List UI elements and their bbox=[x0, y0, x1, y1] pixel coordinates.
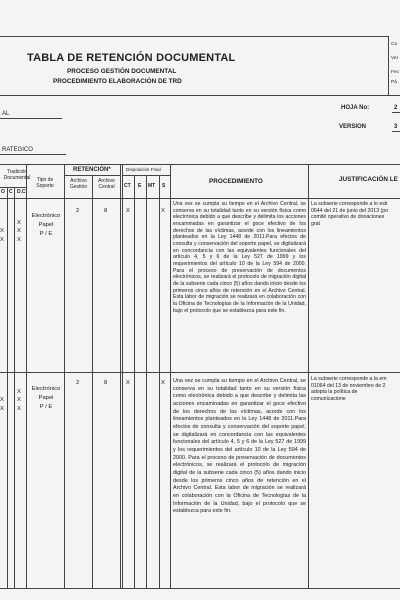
row1-mt: X bbox=[161, 208, 165, 214]
row2-mark-o-2: X bbox=[0, 406, 4, 412]
right-label-code: Co bbox=[391, 42, 398, 47]
right-label-page: Pá bbox=[391, 80, 397, 85]
header-tradicion: Tradición Documental bbox=[3, 169, 31, 181]
header-mt: MT bbox=[148, 183, 156, 189]
row2-mark-dc-1: X bbox=[17, 389, 21, 395]
header-archivo-gestion: Archivo Gestión bbox=[69, 178, 88, 190]
version-label: VERSION bbox=[339, 124, 367, 130]
right-label-date: Fec bbox=[391, 70, 399, 75]
row2-ct: X bbox=[126, 380, 130, 386]
header-retencion: RETENCIÓN* bbox=[73, 167, 111, 173]
row2-gestion: 2 bbox=[76, 380, 80, 386]
header-tradicion-o: O bbox=[1, 189, 5, 195]
document-title: TABLA DE RETENCIÓN DOCUMENTAL bbox=[27, 52, 236, 64]
row1-mark-o-2: X bbox=[0, 237, 4, 243]
row1-gestion: 2 bbox=[76, 208, 80, 214]
row1-soporte-1: Electrónico bbox=[31, 213, 61, 219]
header-tradicion-c: C bbox=[9, 189, 13, 195]
row2-central: 8 bbox=[104, 380, 108, 386]
right-label-version: Ver bbox=[391, 56, 399, 61]
row2-mark-o-1: X bbox=[0, 397, 4, 403]
row1-mark-dc-3: X bbox=[17, 237, 21, 243]
area-fragment: RATEGICO bbox=[2, 147, 33, 153]
header-disposicion: Disposición Final bbox=[126, 167, 161, 172]
header-justificacion: JUSTIFICACIÓN LE bbox=[339, 176, 398, 183]
version-value: 3 bbox=[394, 124, 398, 130]
procedure-subtitle: PROCEDIMIENTO ELABORACIÓN DE TRD bbox=[53, 78, 182, 85]
header-archivo-central: Archivo Central bbox=[98, 178, 115, 190]
row1-central: 8 bbox=[104, 208, 108, 214]
header-s: S bbox=[162, 183, 166, 189]
row1-justificacion: La subserie corresponde a lo esti 0644 del 21 de junio del 2013 (po comité operativo de donaciones grat bbox=[311, 201, 389, 227]
row2-mt: X bbox=[161, 380, 165, 386]
row1-mark-o-1: X bbox=[0, 228, 4, 234]
header-tipo-soporte: Tipo de Soporte bbox=[36, 177, 54, 189]
header-e: E bbox=[138, 183, 142, 189]
header-tradicion-dc: D.C bbox=[17, 189, 26, 195]
row1-mark-dc-1: X bbox=[17, 220, 21, 226]
hoja-label: HOJA No: bbox=[341, 105, 370, 111]
header-procedimiento: PROCEDIMIENTO bbox=[209, 178, 263, 185]
process-subtitle: PROCESO GESTIÓN DOCUMENTAL bbox=[67, 68, 177, 75]
row2-soporte-3: P / E bbox=[39, 404, 53, 410]
row1-soporte-2: Papel bbox=[38, 222, 54, 228]
row2-soporte-1: Electrónico bbox=[31, 386, 61, 392]
hoja-value: 2 bbox=[394, 105, 398, 111]
row1-ct: X bbox=[126, 208, 130, 214]
row2-soporte-2: Papel bbox=[38, 395, 54, 401]
row1-soporte-3: P / E bbox=[39, 231, 53, 237]
row2-mark-dc-2: X bbox=[17, 397, 21, 403]
row1-mark-dc-2: X bbox=[17, 228, 21, 234]
row1-procedimiento: Una vez se cumpla su tiempo en el Archivo Central, se conserva en su totalidad tanto en su versión física como electrónica debido a que describe y delimita los acciones encaminadas en garantizar el goce efectivo de los derechos de las víctimas, acorde con los lineamientos planteados en la Ley 1448 de 2011.Para efectos de consulta y conservación del soporte papel, se digitalizará en concordancia con las equivalentes funcionales del artículo 4, 5 y 6 de la Ley 527 de 1999 y los requerimientos del artículo 10 de la Ley 594 de 2000. Para el proceso de preservación de documentos electrónicos, se realizará el protocolo de migración digital de la subserie cada cinco (5) años dando inicio desde los primeros cinco años de retención en el Archivo Central. Esta labor de migración se realizará en colaboración con la Oficina de Tecnologías de la Información de la Unidad, bajo el protocolo que se establezca para este fin. bbox=[173, 201, 306, 314]
row2-procedimiento: Una vez se cumpla su tiempo en el Archivo Central, se conserva en su totalidad tanto en su versión física como electrónica debido a que describe y delimita las acciones encaminadas en garantizar el goce efectivo de los derechos de las víctimas, acorde con los lineamientos planteados en la Ley 1448 de 2011.Para efectos de consulta y conservación del soporte papel, se digitalizará en concordancia con las equivalentes funcionales del artículo 4, 5 y 6 de la Ley 527 de 1999 y los requerimientos del artículo 10 de la Ley 594 de 2000. Para el proceso de preservación de documentos electrónicos, se realizará el protocolo de migración digital de la subserie cada cinco (5) años dando inicio desde los primeros cinco años de retención en el Archivo Central. Esta labor de migración se realizará en colaboración con la Oficina de Tecnologías de la Información de la Unidad, bajo el protocolo que se establezca para este fin. bbox=[173, 378, 306, 515]
row2-justificacion: La subserie corresponde a la em 01064 del 13 de noviembre de 2 adopta la política de comunicacione bbox=[311, 376, 387, 402]
row2-mark-dc-3: X bbox=[17, 406, 21, 412]
left-fragment: AL bbox=[2, 111, 10, 117]
header-ct: CT bbox=[124, 183, 131, 189]
